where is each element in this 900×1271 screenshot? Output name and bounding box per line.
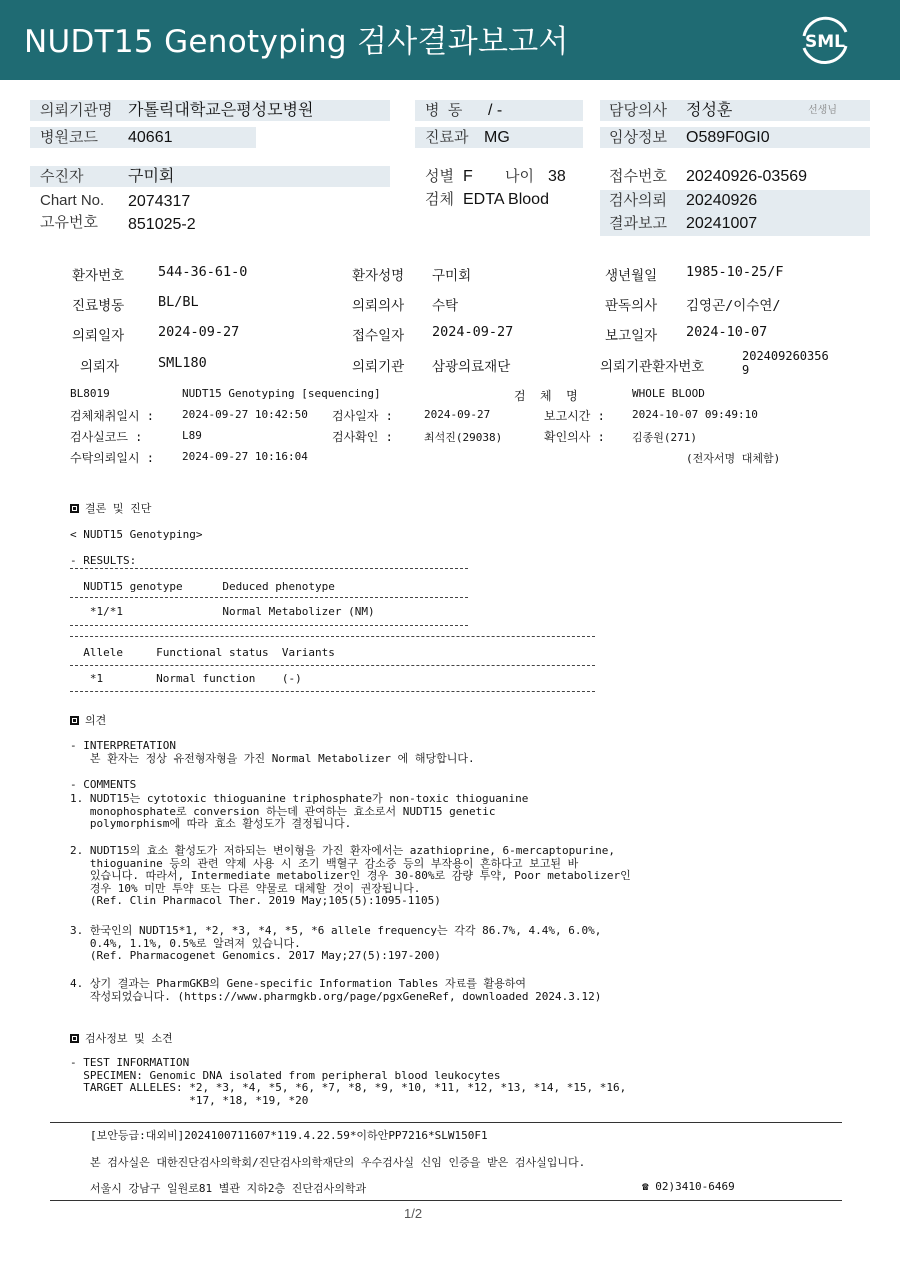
confirm-value: 김종원(271) — [632, 431, 697, 444]
comment-4: 4. 상기 결과는 PharmGKB의 Gene-specific Information Tables 자료를 활용하여 작성되었습니다. (https://www.pharmgkb.org/page/pgxGeneRef, downloaded 2024.3.12) — [70, 977, 602, 1003]
pb-label: 진료병동 — [72, 298, 125, 314]
clinical-value: O589F0GI0 — [686, 129, 770, 146]
report-title: NUDT15 Genotyping 검사결과보고서 — [24, 24, 569, 60]
pb-value: SML180 — [158, 355, 207, 371]
dept-label: 진료과 — [425, 129, 469, 146]
clinical-label: 임상정보 — [609, 129, 667, 146]
testdate-value: 2024-09-27 — [424, 408, 491, 421]
comment-3: 3. 한국인의 NUDT15*1, *2, *3, *4, *5, *6 allele frequency는 각각 86.7%, 4.4%, 6.0%, 0.4%, 1.1%, 0.5%로 알려져 있습니다. (Ref. Pharmacogenet Genomics. 2017 May;27(5):197-200) — [70, 924, 602, 962]
pb-value: BL/BL — [158, 294, 199, 310]
reporttime-value: 2024-10-07 09:49:10 — [632, 408, 758, 421]
specimen-label: 검체 — [425, 191, 454, 208]
pb-value: 수탁 — [432, 298, 459, 314]
comment-1: 1. NUDT15는 cytotoxic thioguanine triphosphate가 non-toxic thioguanine monophosphate로 conversion 하는데 관여하는 효소로서 NUDT15 genetic polymorphism에 따라 효소 활성도가 결정됩니다. — [70, 792, 529, 830]
allele-table-row: *1 Normal function (-) — [70, 672, 302, 685]
interpretation-heading: - INTERPRETATION — [70, 739, 176, 752]
ward-value: / - — [488, 102, 503, 119]
genotype-table-row: *1/*1 Normal Metabolizer (NM) — [70, 605, 375, 618]
test-specimen-label: 검 체 명 — [514, 389, 578, 403]
reporttime-label: 보고시간 : — [544, 409, 605, 423]
phone-line: ☎ 02)3410-6469 — [642, 1180, 735, 1193]
divider — [70, 691, 595, 692]
sex-value: F — [463, 168, 473, 185]
doctor-suffix: 선생님 — [808, 105, 837, 116]
pb-value: 202409260356 — [742, 349, 829, 363]
dept-value: MG — [484, 129, 510, 146]
room-label: 검사실코드 : — [70, 430, 143, 444]
pb-value: 2024-09-27 — [158, 324, 240, 340]
pb-value: 1985-10-25/F — [686, 264, 784, 280]
pb-label: 판독의사 — [605, 298, 658, 314]
divider — [70, 625, 468, 626]
svg-text:SML: SML — [805, 32, 845, 52]
pb-label: 의뢰기관 — [352, 359, 405, 375]
receipt-value: 20240926-03569 — [686, 168, 808, 185]
pb-label: 보고일자 — [605, 328, 658, 344]
request-value: 20240926 — [686, 192, 758, 209]
test-specimen: WHOLE BLOOD — [632, 387, 705, 400]
collect-label: 검체채취일시 : — [70, 409, 155, 423]
doctor-value: 정성훈 — [686, 102, 733, 119]
confirm-label: 확인의사 : — [544, 430, 605, 444]
esign-note: (전자서명 대체함) — [686, 452, 781, 465]
security-line: [보안등급:대외비]2024100711607*119.4.22.59*이하안PP7216*SLW150F1 — [90, 1129, 488, 1142]
test-name: NUDT15 Genotyping [sequencing] — [182, 387, 381, 400]
conclusion-title: 결론 및 진단 — [70, 500, 151, 516]
certification-line: 본 검사실은 대한진단검사의학회/진단검사의학재단의 우수검사실 신임 인증을 받은 검사실입니다. — [90, 1156, 586, 1169]
institution-label: 의뢰기관명 — [40, 102, 113, 119]
comments-heading: - COMMENTS — [70, 778, 137, 791]
divider — [70, 665, 595, 666]
test-code: BL8019 — [70, 387, 110, 400]
uid-value: 851025-2 — [128, 216, 196, 233]
request-label: 검사의뢰 — [609, 192, 667, 209]
sex-label: 성별 — [425, 168, 454, 185]
pb-value: 2024-09-27 — [432, 324, 514, 340]
pb-value-cont: 9 — [742, 363, 750, 377]
sml-logo — [796, 14, 854, 66]
divider — [70, 597, 468, 598]
pb-label: 의뢰기관환자번호 — [600, 359, 705, 375]
report-value: 20241007 — [686, 215, 758, 232]
patient-label: 수진자 — [40, 168, 84, 185]
testinfo-text: - TEST INFORMATION SPECIMEN: Genomic DNA isolated from peripheral blood leukocytes TARGET ALLELES: *2, *3, *4, *5, *6, *7, *8, *9, *10, *11, *12, *13, *14, *15, *16, *17, *18, *19, *20 — [70, 1056, 627, 1107]
pb-value: 2024-10-07 — [686, 324, 768, 340]
pb-label: 의뢰자 — [80, 359, 120, 375]
square-bullet-icon — [70, 504, 79, 513]
specimen-value: EDTA Blood — [463, 191, 549, 208]
genotype-table-header: NUDT15 genotype Deduced phenotype — [70, 580, 335, 593]
chart-value: 2074317 — [128, 193, 191, 210]
uid-label: 고유번호 — [40, 214, 98, 231]
pb-label: 접수일자 — [352, 328, 405, 344]
footer-divider — [50, 1122, 842, 1123]
room-value: L89 — [182, 429, 202, 442]
age-label: 나이 — [505, 168, 534, 185]
tester-value: 최석진(29038) — [424, 431, 503, 444]
interpretation-text: 본 환자는 정상 유전형자형을 가진 Normal Metabolizer 에 해당합니다. — [70, 752, 475, 765]
square-bullet-icon — [70, 716, 79, 725]
square-bullet-icon — [70, 1034, 79, 1043]
footer-divider — [50, 1200, 842, 1201]
results-heading: - RESULTS: — [70, 554, 137, 567]
pb-label: 환자번호 — [72, 268, 125, 284]
pb-value: 544-36-61-0 — [158, 264, 248, 280]
tester-label: 검사확인 : — [332, 430, 393, 444]
age-value: 38 — [548, 168, 566, 185]
comment-2: 2. NUDT15의 효소 활성도가 저하되는 변이형을 가진 환자에서는 azathioprine, 6-mercaptopurine, thioguanine 등의 관련 약제 사용 시 조기 백혈구 감소증 등의 부작용이 흔하다고 보고된 바 있습니다. 따라서, Intermediate metabolizer인 경우 30-80%로 감량 투약, Poor metabolizer인 경우 10% 미만 투약 또는 다른 약물로 대체할 것이 권장됩니다. (Ref. Clin Pharmacol Ther. 2019 May;105(5):1095-1105) — [70, 844, 631, 907]
institution-value: 가톨릭대학교은평성모병원 — [128, 102, 314, 119]
recv-value: 2024-09-27 10:16:04 — [182, 450, 308, 463]
divider — [70, 568, 468, 569]
receipt-label: 접수번호 — [609, 168, 667, 185]
report-label: 결과보고 — [609, 215, 667, 232]
patient-box — [30, 166, 390, 187]
testdate-label: 검사일자 : — [332, 409, 393, 423]
testinfo-title: 검사정보 및 소견 — [70, 1030, 173, 1046]
address-line: 서울시 강남구 일원로81 별관 지하2층 진단검사의학과 — [90, 1182, 367, 1195]
doctor-label: 담당의사 — [609, 102, 667, 119]
pb-value: 삼광의료재단 — [432, 359, 511, 375]
pb-label: 의뢰일자 — [72, 328, 125, 344]
recv-label: 수탁의뢰일시 : — [70, 451, 155, 465]
genotyping-heading: < NUDT15 Genotyping> — [70, 528, 203, 541]
opinion-title: 의견 — [70, 712, 106, 728]
patient-value: 구미회 — [128, 168, 175, 185]
divider — [70, 636, 595, 637]
page-number: 1/2 — [404, 1206, 423, 1221]
allele-table-header: Allele Functional status Variants — [70, 646, 335, 659]
pb-value: 김영곤/이수연/ — [686, 298, 781, 314]
pb-label: 환자성명 — [352, 268, 405, 284]
pb-label: 의뢰의사 — [352, 298, 405, 314]
hospcode-label: 병원코드 — [40, 129, 98, 146]
chart-label: Chart No. — [40, 192, 105, 209]
hospcode-value: 40661 — [128, 129, 173, 146]
report-header — [0, 0, 900, 80]
ward-label: 병 동 — [425, 102, 463, 119]
pb-label: 생년월일 — [605, 268, 658, 284]
pb-value: 구미회 — [432, 268, 472, 284]
collect-value: 2024-09-27 10:42:50 — [182, 408, 308, 421]
